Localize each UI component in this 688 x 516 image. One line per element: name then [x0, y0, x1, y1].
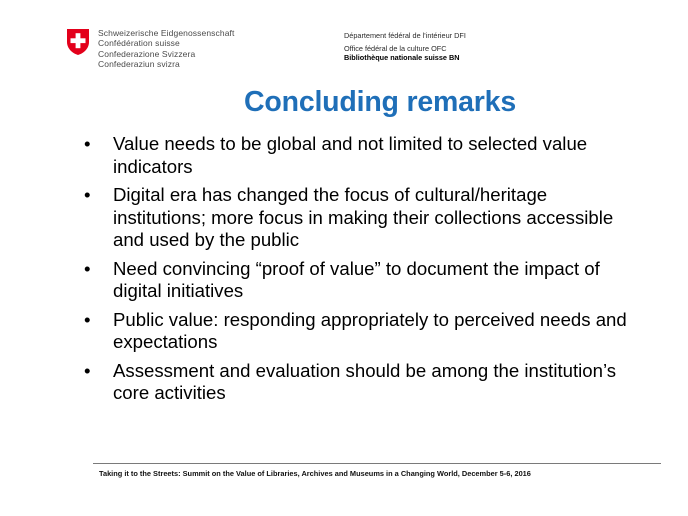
- office-name: Office fédéral de la culture OFC: [344, 44, 447, 53]
- bullet-text: Digital era has changed the focus of cultural/heritage institutions; more focus in making their collections accessible and used by the public: [113, 184, 614, 250]
- bullet-marker: •: [84, 308, 91, 330]
- department-block: [344, 31, 466, 62]
- slide-title: Concluding remarks: [244, 86, 516, 118]
- bullet-text: Assessment and evaluation should be among the institution’s core activities: [113, 359, 617, 403]
- confederation-line-fr: Confédération suisse: [98, 38, 180, 49]
- confederation-line-rm: Confederaziun svizra: [98, 59, 180, 70]
- bullet-item: [84, 258, 644, 303]
- bullet-marker: •: [84, 133, 91, 154]
- footer-divider: [93, 463, 661, 464]
- department-name: Département fédéral de l'intérieur DFI: [344, 31, 466, 40]
- swiss-crest-icon: [66, 28, 90, 56]
- bullet-item: [84, 309, 644, 354]
- bullet-marker: •: [84, 257, 91, 279]
- bullet-text: Public value: responding appropriately to perceived needs and expectations: [113, 308, 627, 352]
- confederation-line-it: Confederazione Svizzera: [98, 48, 196, 59]
- bullet-text: Value needs to be global and not limited to selected value indicators: [113, 133, 588, 177]
- bullet-marker: •: [84, 359, 91, 381]
- bullet-item: [84, 360, 644, 405]
- library-name: Bibliothèque nationale suisse BN: [344, 53, 460, 62]
- bullet-item: [84, 133, 644, 178]
- confederation-name-block: [98, 28, 234, 70]
- bullet-text: Need convincing “proof of value” to document the impact of digital initiatives: [113, 257, 600, 301]
- slide-header: [0, 0, 688, 80]
- bullet-list: [84, 133, 644, 411]
- confederation-line-de: Schweizerische Eidgenossenschaft: [98, 28, 235, 38]
- bullet-marker: •: [84, 184, 91, 205]
- bullet-item: [84, 184, 644, 252]
- footer-text: Taking it to the Streets: Summit on the Value of Libraries, Archives and Museums in a Changing World, December 5-6, 2016: [99, 469, 531, 478]
